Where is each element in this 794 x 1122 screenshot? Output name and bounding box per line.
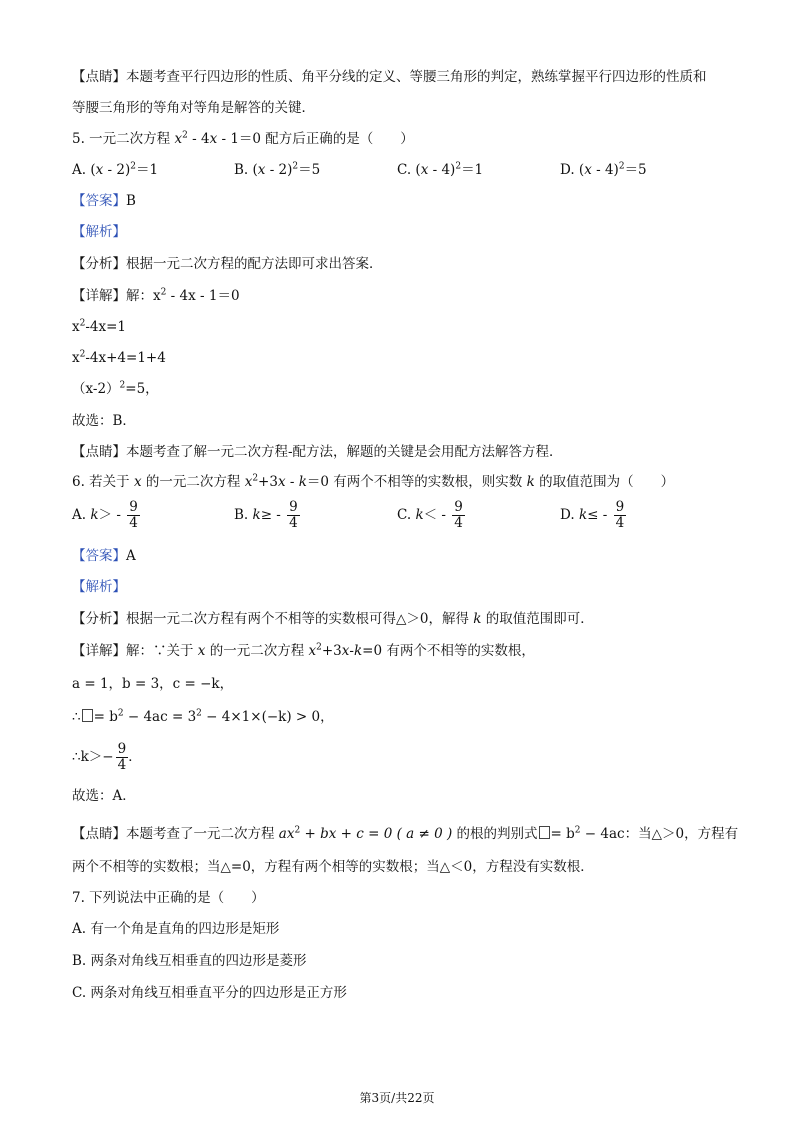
q7-option-c: C. 两条对角线互相垂直平分的四边形是正方形 [72, 985, 347, 1001]
q6-dianjing-line2: 两个不相等的实数根；当△=0，方程有两个相等的实数根；当△＜0，方程没有实数根． [72, 859, 594, 875]
q5-choose: 故选：B． [72, 413, 136, 429]
fraction: $\frac{9}{4}$ [289, 499, 298, 531]
q5-option-b: B. (x - 2)$^2$＝5 [234, 161, 321, 178]
delta-symbol-box [82, 709, 93, 722]
q7-stem: 7. 下列说法中正确的是（ ） [72, 890, 265, 906]
prev-dianjing-line1: 【点睛】本题考查平行四边形的性质、角平分线的定义、等腰三角形的判定，熟练掌握平行四边形的性质和 [72, 69, 707, 85]
q5-step2: $x^2-4x+4=1+4$ [72, 349, 166, 366]
q5-fenxi: 【分析】根据一元二次方程的配方法即可求出答案． [72, 256, 383, 272]
q6-analysis-tag: 【解析】 [72, 579, 126, 595]
q5-step3: $(x-2)^2=5$， [72, 380, 159, 397]
fraction: $\frac{9}{4}$ [454, 499, 463, 531]
q6-result: ∴k＞− $\frac{9}{4}$ ． [72, 741, 142, 773]
q6-coefficients: a = 1，b = 3，c = −k， [72, 676, 234, 692]
q5-answer: 【答案】B [72, 193, 136, 209]
delta-symbol-box [539, 826, 550, 839]
q5-xiangjie: 【详解】解：$x^2 - 4x - 1=0$ [72, 287, 240, 304]
q5-option-c: C. (x - 4)$^2$＝1 [397, 161, 484, 178]
prev-dianjing-line2: 等腰三角形的等角对等角是解答的关键． [72, 100, 315, 116]
q6-answer: 【答案】A [72, 548, 136, 564]
q5-step1: $x^2-4x=1$ [72, 318, 127, 335]
fraction: $\frac{9}{4}$ [129, 499, 138, 531]
q6-option-c: C. k＜ - $\frac{9}{4}$ [397, 499, 463, 531]
q6-option-d: D. k≤ - $\frac{9}{4}$ [560, 499, 625, 531]
q6-option-b: B. k≥ - $\frac{9}{4}$ [234, 499, 298, 531]
q6-dianjing-line1: 【点睛】本题考查了一元二次方程 $ax^2$ + bx + c = 0 ( a ≠ 0 ) 的根的判别式 = $b^2 - 4ac$：当△＞0，方程有 [72, 825, 739, 842]
q6-stem: 6. 若关于 x 的一元二次方程 $x^2+3x - k=0$ 有两个不相等的实数根，则实数 k 的取值范围为（ ） [72, 473, 675, 490]
q7-option-b: B. 两条对角线互相垂直的四边形是菱形 [72, 953, 307, 969]
q5-dianjing: 【点睛】本题考查了解一元二次方程-配方法，解题的关键是会用配方法解答方程． [72, 444, 563, 460]
q6-fenxi: 【分析】根据一元二次方程有两个不相等的实数根可得△＞0，解得 k 的取值范围即可． [72, 611, 594, 627]
q6-delta: ∴ = $b^2 - 4ac = 3^2 - 4\times 1\times(-k) > 0$， [72, 708, 334, 725]
fraction: $\frac{9}{4}$ [615, 499, 625, 531]
q5-stem: 5. 一元二次方程 $x^2 - 4x - 1=0$ 配方后正确的是（ ） [72, 130, 414, 147]
q6-option-a: A. k＞ - $\frac{9}{4}$ [72, 499, 138, 531]
fraction: $\frac{9}{4}$ [117, 741, 127, 773]
page-footer: 第3页/共22页 [359, 1091, 435, 1105]
q6-xiangjie: 【详解】解：∵关于 x 的一元二次方程 $x^2+3x-k=0$ 有两个不相等的实数根， [72, 642, 535, 659]
q5-option-a: A. (x - 2)$^2$＝1 [72, 161, 159, 178]
q6-choose: 故选：A． [72, 788, 136, 804]
q5-option-d: D. (x - 4)$^2$＝5 [560, 161, 647, 178]
q7-option-a: A. 有一个角是直角的四边形是矩形 [72, 921, 280, 937]
q5-analysis-tag: 【解析】 [72, 224, 126, 240]
